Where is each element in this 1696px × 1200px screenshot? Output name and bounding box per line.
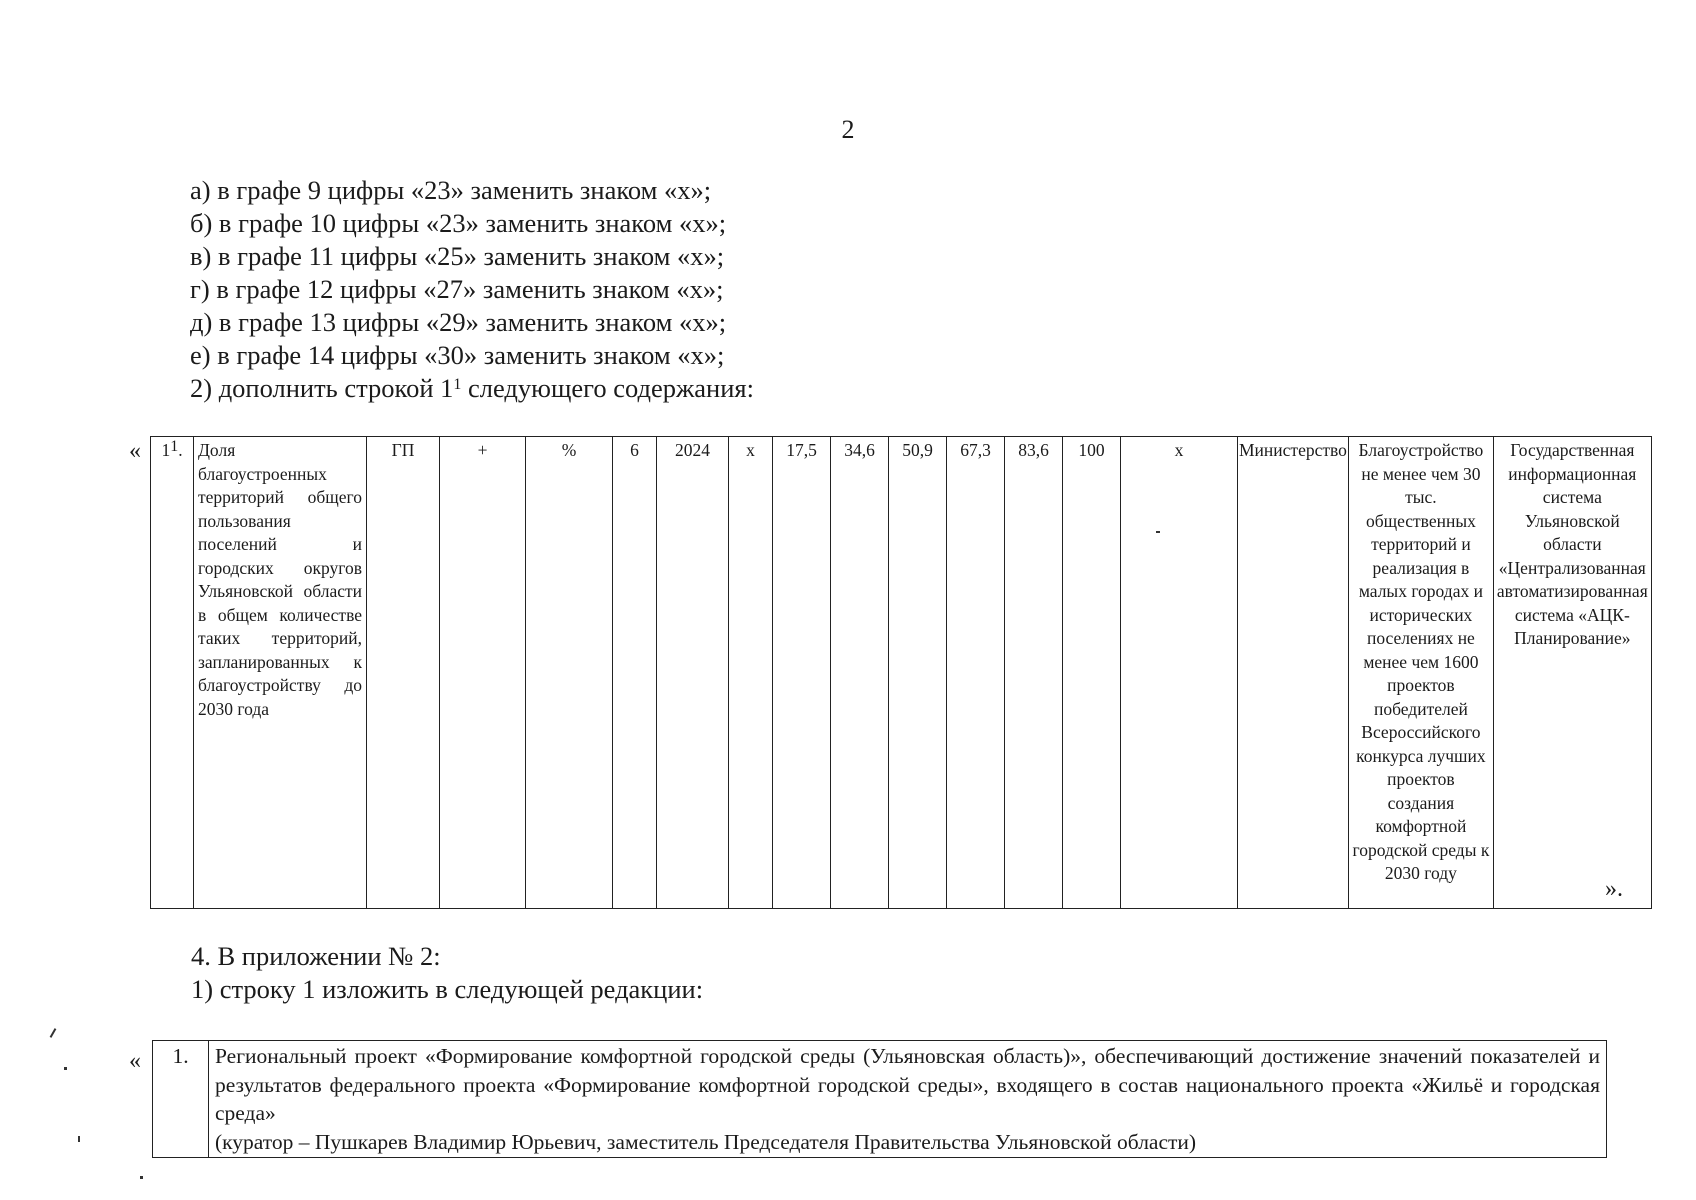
edit-item-a: а) в графе 9 цифры «23» заменить знаком «х»; [190, 175, 712, 205]
section-4-title: 4. В приложении № 2: [191, 941, 441, 971]
section-4-item: 1) строку 1 изложить в следующей редакции: [191, 974, 704, 1004]
cell-indicator-name: Доля благоустроенных территорий общего пользования поселений и городских округов Ульяновской области в общем количестве таких территорий, запланированных к благоустройству до 2030 года [194, 437, 367, 909]
addition-line: 2) дополнить строкой $1^1$ следующего содержания: [190, 373, 754, 403]
cell-base-year: 2024 [657, 437, 729, 909]
cell-value-2029: 83,6 [1005, 437, 1063, 909]
cell-project-number: 1. [153, 1041, 209, 1158]
scan-mark [140, 1176, 143, 1179]
edit-item-d: г) в графе 12 цифры «27» заменить знаком «х»; [190, 274, 724, 304]
edit-item-c: в) в графе 11 цифры «25» заменить знаком «х»; [190, 241, 725, 271]
project-curator: (куратор – Пушкарев Владимир Юрьевич, заместитель Председателя Правительства Ульяновской области) [215, 1129, 1197, 1154]
cell-value-2028: 67,3 [947, 437, 1005, 909]
close-quote-row1: ». [1605, 876, 1623, 902]
page-number: 2 [841, 115, 855, 144]
cell-responsible: Министерство [1238, 437, 1349, 909]
indicator-table [150, 436, 1652, 909]
project-table [152, 1040, 1607, 1158]
cell-unit: % [526, 437, 613, 909]
cell-info-system: Государственная информационная система Ульяновской области «Централизованная автоматизированная система «АЦК-Планирование» [1493, 437, 1651, 909]
scan-mark [78, 1136, 80, 1142]
cell-value-2026: 34,6 [831, 437, 889, 909]
project-row [153, 1041, 1607, 1158]
scan-mark [64, 1067, 67, 1070]
scan-mark [1156, 531, 1160, 533]
open-quote-row2: « [129, 1048, 141, 1074]
cell-project-text [209, 1041, 1607, 1158]
cell-col15: х [1121, 437, 1238, 909]
scan-mark [50, 1028, 57, 1038]
indicator-row [151, 437, 1652, 909]
cell-level: ГП [367, 437, 440, 909]
cell-number: $1^1$. [151, 437, 194, 909]
cell-col6: 6 [613, 437, 657, 909]
cell-value-2025: 17,5 [773, 437, 831, 909]
cell-value-2030: 100 [1063, 437, 1121, 909]
cell-value-2027: 50,9 [889, 437, 947, 909]
edit-item-b: б) в графе 10 цифры «23» заменить знаком «х»; [190, 208, 727, 238]
edit-item-f: е) в графе 14 цифры «30» заменить знаком «х»; [190, 340, 725, 370]
project-title: Региональный проект «Формирование комфортной городской среды (Ульяновская область)», обеспечивающий достижение значений показателей и результатов федерального проекта «Формирование комфортной городской среды», входящего в состав национального проекта «Жильё и городская среда» [215, 1044, 1600, 1125]
section-4 [191, 940, 703, 1006]
cell-link-goal: Благоустройство не менее чем 30 тыс. общественных территорий и реализация в малых городах и исторических поселениях не менее чем 1600 проектов победителей Всероссийского конкурса лучших проектов создания комфортной городской среды к 2030 году [1348, 437, 1493, 909]
open-quote-row1: « [129, 438, 141, 464]
edit-item-e: д) в графе 13 цифры «29» заменить знаком «х»; [190, 307, 727, 337]
cell-sign: + [440, 437, 526, 909]
cell-col8: х [729, 437, 773, 909]
edit-list [190, 174, 754, 405]
